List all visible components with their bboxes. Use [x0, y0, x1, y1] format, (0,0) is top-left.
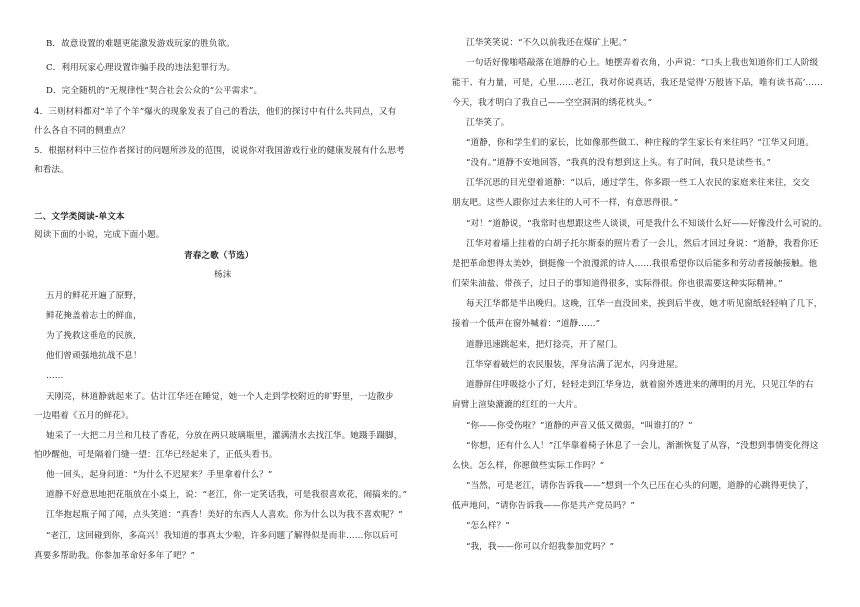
story-paragraph-line: 今天，我才明白了我自己——空空洞洞的绣花枕头。” — [452, 98, 653, 108]
story-paragraph-line: 是把革命想得太美妙，倒挺像一个浪漫派的诗人……我很希望你以后能多和劳动者接触接触。他 — [452, 259, 818, 269]
question-5-line-2: 和看法。 — [34, 165, 69, 175]
poem-line: 他们曾顽强地抗战不息！ — [46, 351, 142, 361]
story-paragraph-line: 江华抱起瓶子闻了闻，点头笑道：“真香！美好的东西人人喜欢。你为什么以为我不喜欢呢？” — [46, 510, 403, 520]
story-paragraph-line: “你想，还有什么人！”江华靠着椅子休息了一会儿，渐渐恢复了从容，“没想到事情变化得这 — [466, 441, 819, 451]
poem-line: 为了挽救这垂危的民族， — [46, 331, 142, 341]
story-title: 青春之歌（节选） — [184, 251, 254, 261]
section-heading: 二、文学类阅读-单文本 — [34, 212, 125, 222]
story-paragraph-line: 一边唱着《五月的鲜花》。 — [34, 411, 135, 421]
story-paragraph-line: 江华穿着破烂的农民服装，浑身沾满了泥水，闪身进屋。 — [466, 360, 684, 370]
option-c: C．利用玩家心理设置诈骗手段的违法犯罪行为。 — [46, 63, 236, 73]
story-paragraph-line: 接着一个低声在窗外喊着：“道静……” — [452, 319, 601, 329]
poem-ellipsis: …… — [46, 371, 64, 381]
story-paragraph-line: 每天江华都是半出晚归。这晚，江华一直没回来，挨到后半夜，她才听见窗纸轻轻响了几下， — [466, 299, 823, 309]
story-paragraph-line: 道静屏住呼吸捻小了灯，轻轻走到江华身边，就着窗外透进来的薄明的月光，只见江华的右 — [466, 380, 814, 390]
story-paragraph-line: 怕吵醒他，可是隔着门缝一望：江华已经起来了，正低头看书。 — [34, 450, 278, 460]
story-paragraph-line: 朋友吧。这些人跟你过去来往的人可不一样，有意思得很。” — [452, 198, 679, 208]
story-paragraph-line: 能干、有力量，可是，心里……老江，我对你说真话，我还是觉得‘万般皆下品，唯有读书高’…… — [452, 78, 823, 88]
story-paragraph-line: “我，我——你可以介绍我参加党吗？” — [466, 542, 615, 552]
story-paragraph-line: 道静不好意思地把花瓶放在小桌上，说：“老江，你一定笑话我，可是我很喜欢花，闹搞来的。” — [46, 490, 408, 500]
story-paragraph-line: “你——你受伤啦？”道静的声音又低又微弱，“叫谁打的？” — [466, 421, 693, 431]
story-paragraph-line: “对！”道静说，“我常时也想跟这些人谈谈，可是我什么不知谈什么好——好像没什么可说的。 — [466, 219, 828, 229]
question-5-line-1: 5．根据材料中三位作者探讨的问题所涉及的范围，说说你对我国游戏行业的健康发展有什么思考 — [34, 146, 405, 156]
story-paragraph-line: 江华沉思的目光望着道静：“以后，通过学生，你多跟一些工人农民的家庭来往来往，交交 — [466, 178, 810, 188]
story-paragraph-line: “当然，可是老江，请你告诉我——”想到一个久已压在心头的问题，道静的心跳得更快了， — [466, 481, 815, 491]
story-paragraph-line: “没有。”道静不安地回答，“我真的没有想到这上头。有了时间，我只是读些书。” — [466, 158, 771, 168]
option-b: B．故意设置的难题更能激发游戏玩家的胜负欲。 — [46, 39, 235, 49]
story-paragraph-line: 江华笑了。 — [466, 118, 510, 128]
story-paragraph-line: 她采了一大把二月兰和几枝了香花，分放在两只玻璃瓶里，灌满清水去找江华。她蹑手蹑脚， — [46, 431, 403, 441]
story-author: 杨沫 — [214, 270, 232, 280]
story-paragraph-line: 天刚亮，林道静就起来了。估计江华还在睡觉，她一个人走到学校附近的旷野里，一边散步 — [46, 392, 394, 402]
story-paragraph-line: “老江，这回碰到你，多高兴！我知道的事真太少啦，许多问题了解得似是而非……你以后可 — [46, 531, 399, 541]
story-paragraph-line: 真要多帮助我。你参加革命好多年了吧？” — [34, 551, 195, 561]
question-4-line-1: 4．三则材料都对“羊了个羊”爆火的现象发表了自己的看法，他们的探讨中有什么共同点，又有 — [34, 107, 397, 117]
poem-line: 五月的鲜花开遍了原野， — [46, 291, 142, 301]
story-paragraph-line: 江华对着墙上挂着的白胡子托尔斯泰的照片看了一会儿，然后才回过身说：“道静，我看你还 — [466, 239, 819, 249]
story-paragraph-line: 肩臂上渲染漉漉的红红的一大片。 — [452, 400, 583, 410]
story-paragraph-line: 他一回头，起身问道：“为什么不迟屋来？手里拿着什么？” — [46, 470, 273, 480]
story-paragraph-line: 一句话好像啪嗒敲落在道静的心上。她摆弄着衣角，小声说：“口头上我也知道你们工人阶级 — [466, 58, 819, 68]
story-paragraph-line: 低声地问，“请你告诉我——你是共产党员吗？” — [452, 501, 635, 511]
story-paragraph-line: 道静迅速跳起来，把灯捻亮，开了屋门。 — [466, 340, 623, 350]
question-4-line-2: 什么各自不同的侧重点？ — [34, 126, 130, 136]
story-paragraph-line: “道静，你和学生们的家长，比如像那些做工、种庄稼的学生家长有来往吗？”江华又问道。 — [466, 138, 815, 148]
story-paragraph-line: “怎么样？” — [466, 521, 510, 531]
story-paragraph-line: 么快。怎么样，你愿做些实际工作吗？” — [452, 461, 605, 471]
option-d: D．完全随机的“无规律性”契合社会公众的“公平需求”。 — [46, 86, 263, 96]
story-paragraph-line: 江华笑笑说：“不久以前我还在煤矿上呢。” — [466, 38, 628, 48]
story-paragraph-line: 们荣朱油盐、带孩子，过日子的事知道得很多，实际得很。你也很需要这种实际精神。” — [452, 279, 783, 289]
poem-line: 鲜花掩盖着志士的鲜血， — [46, 311, 142, 321]
reading-instruction: 阅读下面的小说，完成下面小题。 — [34, 230, 165, 240]
